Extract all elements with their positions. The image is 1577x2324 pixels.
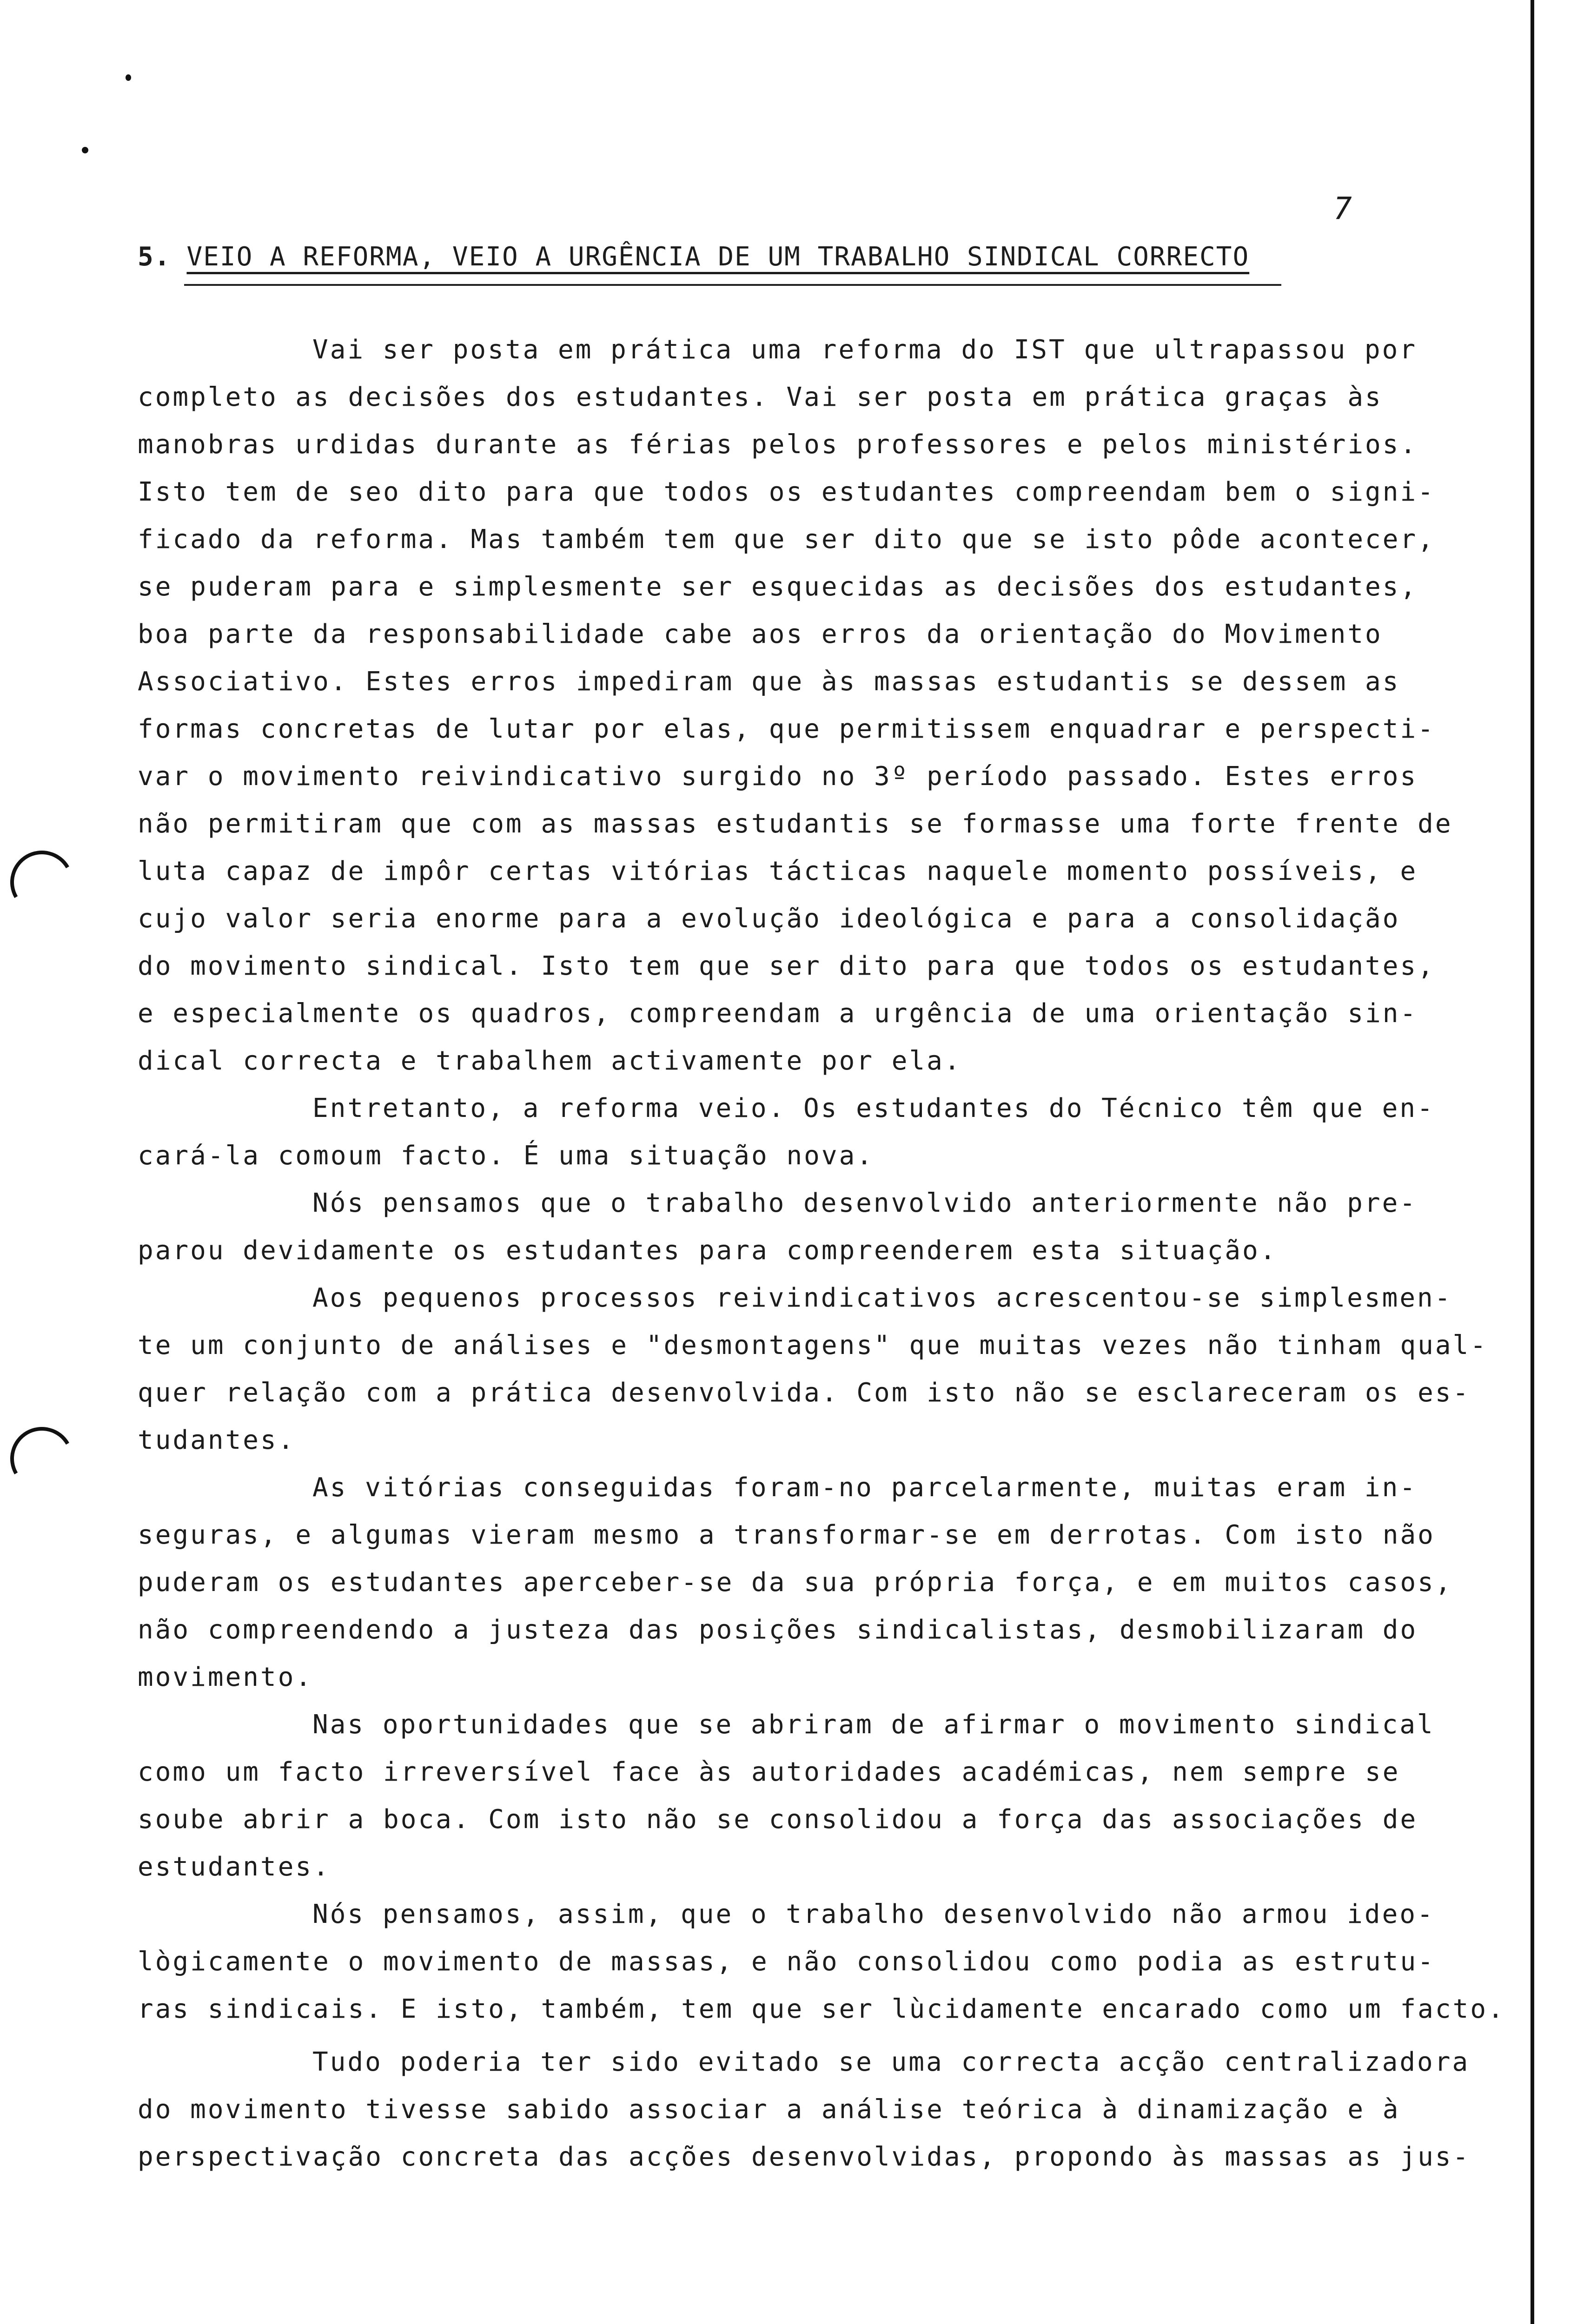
punch-hole-mark <box>3 1420 81 1498</box>
text-line: como um facto irreversível face às autoridades académicas, nem sempre se <box>138 1757 1400 1787</box>
text-line: puderam os estudantes aperceber-se da sua própria força, e em muitos casos, <box>138 1567 1453 1598</box>
paragraph <box>138 1701 1486 1891</box>
text-line: Nós pensamos que o trabalho desenvolvido anteriormente não pre- <box>312 1188 1418 1218</box>
text-line: perspectivação concreta das acções desenvolvidas, propondo às massas as jus- <box>138 2142 1471 2172</box>
text-line: formas concretas de lutar por elas, que permitissem enquadrar e perspecti- <box>138 714 1435 744</box>
section-title: VEIO A REFORMA, VEIO A URGÊNCIA DE UM TRABALHO SINDICAL CORRECTO <box>186 242 1250 272</box>
text-line: Aos pequenos processos reivindicativos acrescentou-se simplesmen- <box>312 1283 1452 1313</box>
section-heading <box>138 242 1249 272</box>
text-line: dical correcta e trabalhem activamente por ela. <box>138 1046 962 1076</box>
paragraph <box>138 1891 1505 2033</box>
text-line: completo as decisões dos estudantes. Vai ser posta em prática graças às <box>138 382 1383 412</box>
text-line: Tudo poderia ter sido evitado se uma correcta acção centralizadora <box>312 2047 1470 2077</box>
text-line: Entretanto, a reforma veio. Os estudantes do Técnico têm que en- <box>312 1093 1435 1123</box>
text-line: movimento. <box>138 1662 313 1692</box>
text-line: Vai ser posta em prática uma reforma do IST que ultrapassou por <box>312 335 1418 365</box>
paragraph <box>138 1085 1486 1180</box>
text-line: Nas oportunidades que se abriram de afirmar o movimento sindical <box>312 1710 1435 1740</box>
text-line: As vitórias conseguidas foram-no parcelarmente, muitas eram in- <box>312 1472 1418 1503</box>
text-line: cujo valor seria enorme para a evolução ideológica e para a consolidação <box>138 904 1400 934</box>
text-line: ficado da reforma. Mas também tem que ser dito que se isto pôde acontecer, <box>138 524 1435 555</box>
text-line: Nós pensamos, assim, que o trabalho desenvolvido não armou ideo- <box>312 1899 1435 1929</box>
section-number: 5. <box>138 242 171 272</box>
text-line: quer relação com a prática desenvolvida. Com isto não se esclareceram os es- <box>138 1378 1471 1408</box>
text-line: se puderam para e simplesmente ser esquecidas as decisões dos estudantes, <box>138 572 1418 602</box>
paragraph <box>138 1464 1486 1701</box>
text-line: não permitiram que com as massas estudantis se formasse uma forte frente de <box>138 809 1453 839</box>
text-line: parou devidamente os estudantes para compreenderem esta situação. <box>138 1235 1278 1266</box>
ink-speck <box>126 74 131 81</box>
text-line: tudantes. <box>138 1425 296 1455</box>
paragraph <box>138 2039 1486 2181</box>
text-line: não compreendendo a justeza das posições sindicalistas, desmobilizaram do <box>138 1615 1418 1645</box>
text-line: lògicamente o movimento de massas, e não consolidou como podia as estrutu- <box>138 1947 1435 1977</box>
text-line: boa parte da responsabilidade cabe aos erros da orientação do Movimento <box>138 619 1383 649</box>
body-text <box>138 326 1505 2181</box>
paragraph-gap <box>138 2033 1486 2039</box>
text-line: manobras urdidas durante as férias pelos professores e pelos ministérios. <box>138 429 1418 460</box>
paragraph <box>138 326 1486 1085</box>
text-line: do movimento sindical. Isto tem que ser dito para que todos os estudantes, <box>138 951 1435 981</box>
heading-underline <box>184 284 1281 286</box>
right-margin-rule <box>1531 0 1534 2324</box>
ink-speck <box>82 147 88 153</box>
text-line: seguras, e algumas vieram mesmo a transformar-se em derrotas. Com isto não <box>138 1520 1435 1550</box>
page-number: 7 <box>1333 191 1352 226</box>
text-line: Isto tem de seo dito para que todos os estudantes compreendam bem o signi- <box>138 477 1435 507</box>
text-line: luta capaz de impôr certas vitórias tácticas naquele momento possíveis, e <box>138 856 1418 886</box>
text-line: ras sindicais. E isto, também, tem que ser lùcidamente encarado como um facto. <box>138 1994 1505 2024</box>
text-line: var o movimento reivindicativo surgido no 3º período passado. Estes erros <box>138 761 1418 792</box>
paragraph <box>138 1180 1486 1274</box>
text-line: estudantes. <box>138 1852 331 1882</box>
paragraph <box>138 1274 1486 1464</box>
text-line: Associativo. Estes erros impediram que às massas estudantis se dessem as <box>138 667 1400 697</box>
text-line: do movimento tivesse sabido associar a análise teórica à dinamização e à <box>138 2094 1400 2125</box>
text-line: soube abrir a boca. Com isto não se consolidou a força das associações de <box>138 1804 1418 1835</box>
text-line: te um conjunto de análises e "desmontagens" que muitas vezes não tinham qual- <box>138 1330 1488 1360</box>
text-line: cará-la comoum facto. É uma situação nova. <box>138 1141 875 1171</box>
text-line: e especialmente os quadros, compreendam a urgência de uma orientação sin- <box>138 998 1418 1029</box>
punch-hole-mark <box>3 844 81 921</box>
